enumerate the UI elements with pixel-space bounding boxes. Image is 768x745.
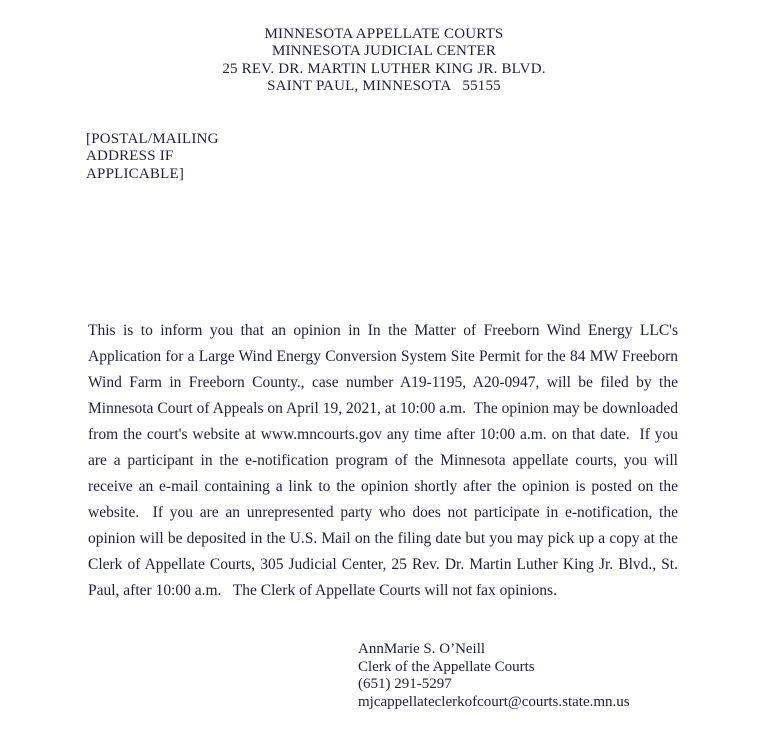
letterhead-court-name: MINNESOTA APPELLATE COURTS <box>264 26 504 42</box>
recipient-address-line: APPLICABLE] <box>86 165 185 182</box>
letterhead-building-name: MINNESOTA JUDICIAL CENTER <box>271 43 497 60</box>
recipient-address-block <box>86 131 219 183</box>
signature-block <box>358 641 630 711</box>
signer-title: Clerk of the Appellate Courts <box>358 658 535 675</box>
letterhead-street-address: 25 REV. DR. MARTIN LUTHER KING JR. BLVD. <box>222 60 546 77</box>
signer-email: mjcappellateclerkofcourt@courts.state.mn.us <box>358 693 630 710</box>
signer-name: AnnMarie S. O’Neill <box>358 641 486 657</box>
recipient-address-line: [POSTAL/MAILING <box>86 131 219 147</box>
letterhead-city-state-zip: SAINT PAUL, MINNESOTA 55155 <box>267 77 501 94</box>
letterhead <box>0 26 768 95</box>
notice-body-paragraph: This is to inform you that an opinion in In the Matter of Freeborn Wind Energy LLC's Application for a Large Wind Energy Conversion System Site Permit for the 84 MW Freeborn Wind Farm in Freeborn County., case number A19-1195, A20-0947, will be filed by the Minnesota Court of Appeals on April 19, 2021, at 10:00 a.m. The opinion may be downloaded from the court's website at www.mncourts.gov any time after 10:00 a.m. on that date. If you are a participant in the e-notification program of the Minnesota appellate courts, you will receive an e-mail containing a link to the opinion shortly after the opinion is posted on the website. If you are an unrepresented party who does not participate in e-notification, the opinion will be deposited in the U.S. Mail on the filing date but you may pick up a copy at the Clerk of Appellate Courts, 305 Judicial Center, 25 Rev. Dr. Martin Luther King Jr. Blvd., St. Paul, after 10:00 a.m. The Clerk of Appellate Courts will not fax opinions. <box>88 322 682 599</box>
signer-phone: (651) 291-5297 <box>358 676 452 693</box>
recipient-address-line: ADDRESS IF <box>86 148 174 165</box>
